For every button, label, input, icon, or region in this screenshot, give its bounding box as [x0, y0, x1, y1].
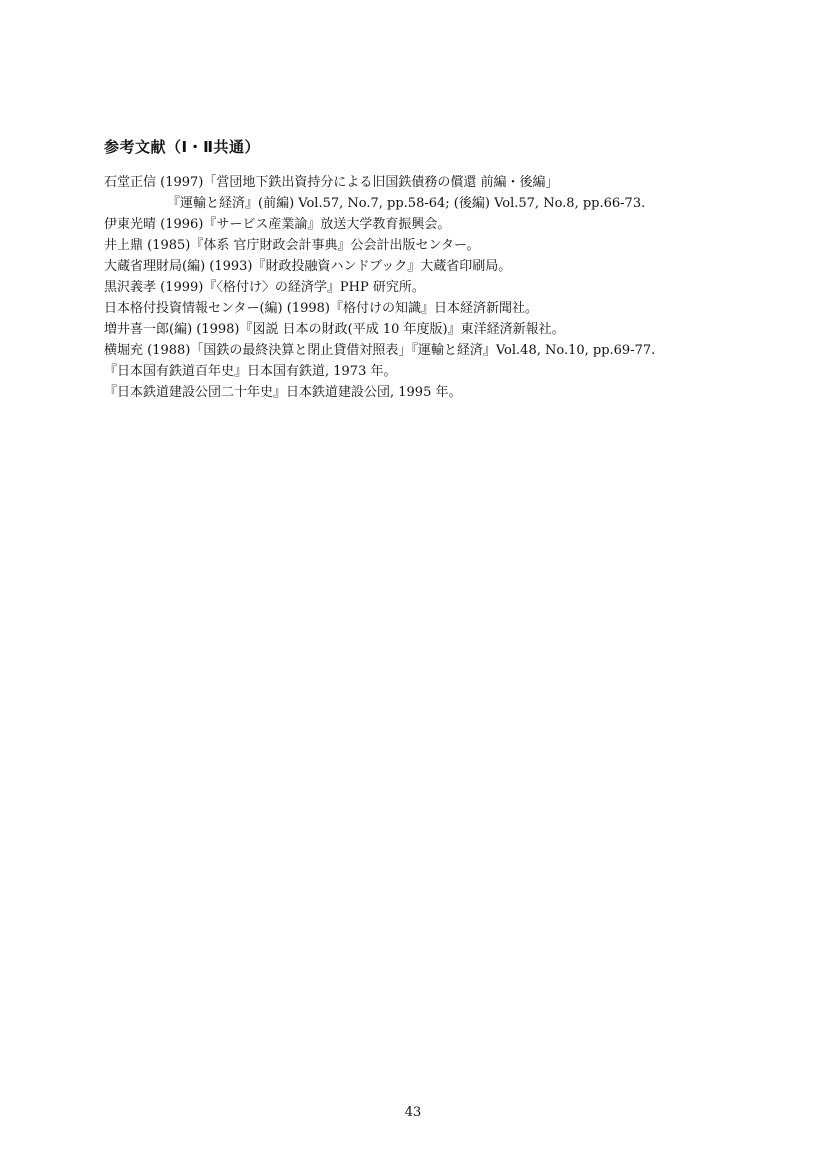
page-number: 43 [404, 1105, 422, 1120]
reference-list [104, 172, 744, 403]
reference-item-continuation: 『運輸と経済』(前編) Vol.57, No.7, pp.58-64; (後編) Vol.57, No.8, pp.66-73. [167, 196, 646, 211]
reference-item: 『日本鉄道建設公団二十年史』日本鉄道建設公団, 1995 年。 [104, 385, 462, 400]
reference-item: 伊東光晴 (1996)『サービス産業論』放送大学教育振興会。 [104, 217, 451, 232]
reference-item: 大蔵省理財局(編) (1993)『財政投融資ハンドブック』大蔵省印刷局。 [104, 259, 512, 274]
reference-item: 石堂正信 (1997)「営団地下鉄出資持分による旧国鉄債務の償還 前編・後編」 [104, 175, 559, 190]
reference-item: 井上鼎 (1985)『体系 官庁財政会計事典』公会計出版センター。 [104, 238, 480, 253]
reference-item: 『日本国有鉄道百年史』日本国有鉄道, 1973 年。 [104, 364, 397, 379]
reference-item: 横堀充 (1988)「国鉄の最終決算と閉止貸借対照表」『運輸と経済』Vol.48, No.10, pp.69-77. [104, 343, 656, 358]
reference-item: 黒沢義孝 (1999)『〈格付け〉の経済学』PHP 研究所。 [104, 280, 425, 295]
reference-item: 日本格付投資情報センター(編) (1998)『格付けの知識』日本経済新聞社。 [104, 301, 538, 316]
section-heading: 参考文献（Ⅰ・Ⅱ共通） [104, 138, 260, 156]
reference-item: 増井喜一郎(編) (1998)『図説 日本の財政(平成 10 年度版)』東洋経済新報社。 [104, 322, 565, 337]
